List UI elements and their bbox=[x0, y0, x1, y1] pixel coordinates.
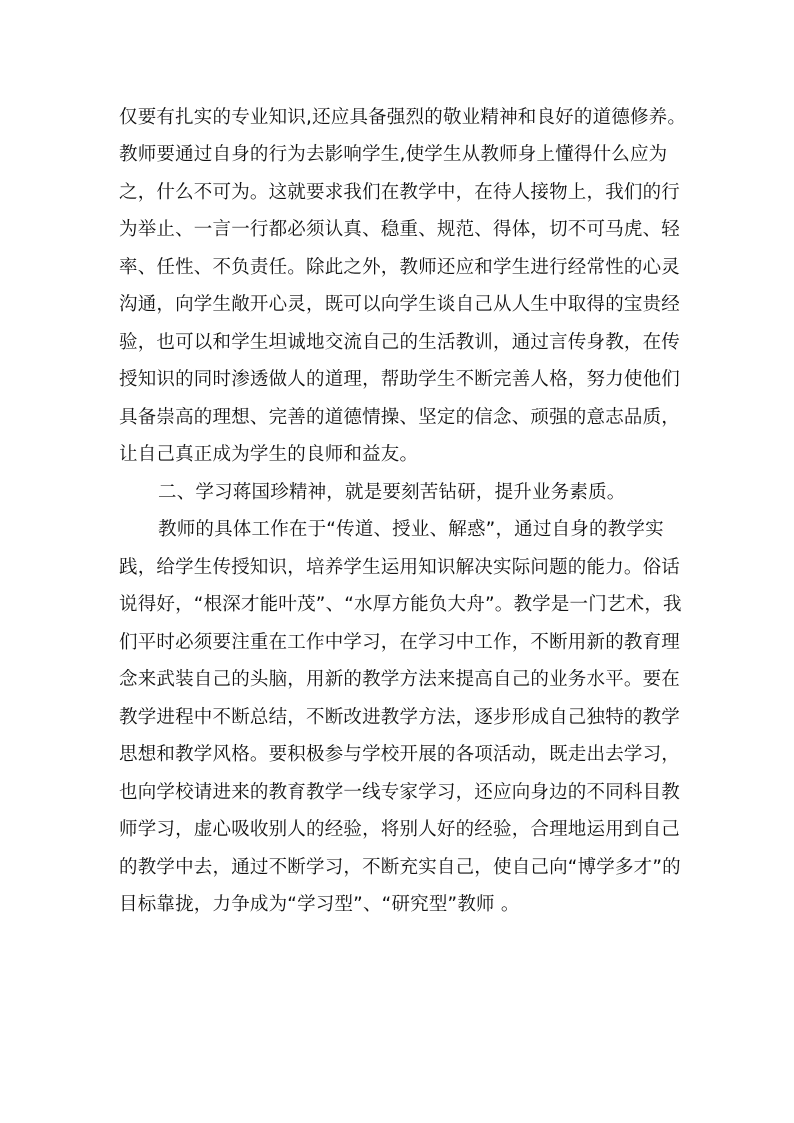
paragraph-line: 让自己真正成为学生的良师和益友。 bbox=[119, 444, 419, 465]
paragraph-line: 为举止、一言一行都必须认真、稳重、规范、得体，切不可马虎、轻 bbox=[119, 219, 681, 240]
paragraph-line: 教学进程中不断总结，不断改进教学方法，逐步形成自己独特的教学 bbox=[119, 707, 681, 728]
paragraph-line: 师学习，虚心吸收别人的经验，将别人好的经验，合理地运用到自己 bbox=[119, 819, 681, 840]
paragraph-line: 授知识的同时渗透做人的道理，帮助学生不断完善人格，努力使他们 bbox=[119, 369, 681, 390]
section-heading: 二、学习蒋国珍精神，就是要刻苦钻研，提升业务素质。 bbox=[158, 482, 626, 503]
paragraph-line: 仅要有扎实的专业知识,还应具备强烈的敬业精神和良好的道德修养。 bbox=[119, 107, 687, 128]
paragraph-line: 沟通，向学生敞开心灵，既可以向学生谈自己从人生中取得的宝贵经 bbox=[119, 294, 681, 315]
paragraph-line: 念来武装自己的头脑，用新的教学方法来提高自己的业务水平。要在 bbox=[119, 669, 681, 690]
paragraph-line: 目标靠拢，力争成为“学习型”、“研究型”教师 。 bbox=[119, 894, 520, 915]
paragraph-line: 们平时必须要注重在工作中学习，在学习中工作，不断用新的教育理 bbox=[119, 632, 681, 653]
paragraph-line: 践，给学生传授知识，培养学生运用知识解决实际问题的能力。俗话 bbox=[119, 557, 681, 578]
paragraph-line: 率、任性、不负责任。除此之外，教师还应和学生进行经常性的心灵 bbox=[119, 257, 681, 278]
paragraph-line: 的教学中去，通过不断学习，不断充实自己，使自己向“博学多才”的 bbox=[119, 857, 681, 878]
paragraph-line: 教师要通过自身的行为去影响学生,使学生从教师身上懂得什么应为 bbox=[119, 144, 668, 165]
paragraph-line: 思想和教学风格。要积极参与学校开展的各项活动，既走出去学习， bbox=[119, 744, 681, 765]
paragraph-line: 教师的具体工作在于“传道、授业、解惑”，通过自身的教学实 bbox=[158, 519, 664, 540]
paragraph-line: 具备崇高的理想、完善的道德情操、坚定的信念、顽强的意志品质， bbox=[119, 407, 681, 428]
paragraph-line: 之，什么不可为。这就要求我们在教学中，在待人接物上，我们的行 bbox=[119, 182, 681, 203]
paragraph-line: 说得好，“根深才能叶茂”、“水厚方能负大舟”。教学是一门艺术，我 bbox=[119, 594, 682, 615]
paragraph-line: 也向学校请进来的教育教学一线专家学习，还应向身边的不同科目教 bbox=[119, 782, 681, 803]
paragraph-line: 验，也可以和学生坦诚地交流自己的生活教训，通过言传身教，在传 bbox=[119, 332, 681, 353]
